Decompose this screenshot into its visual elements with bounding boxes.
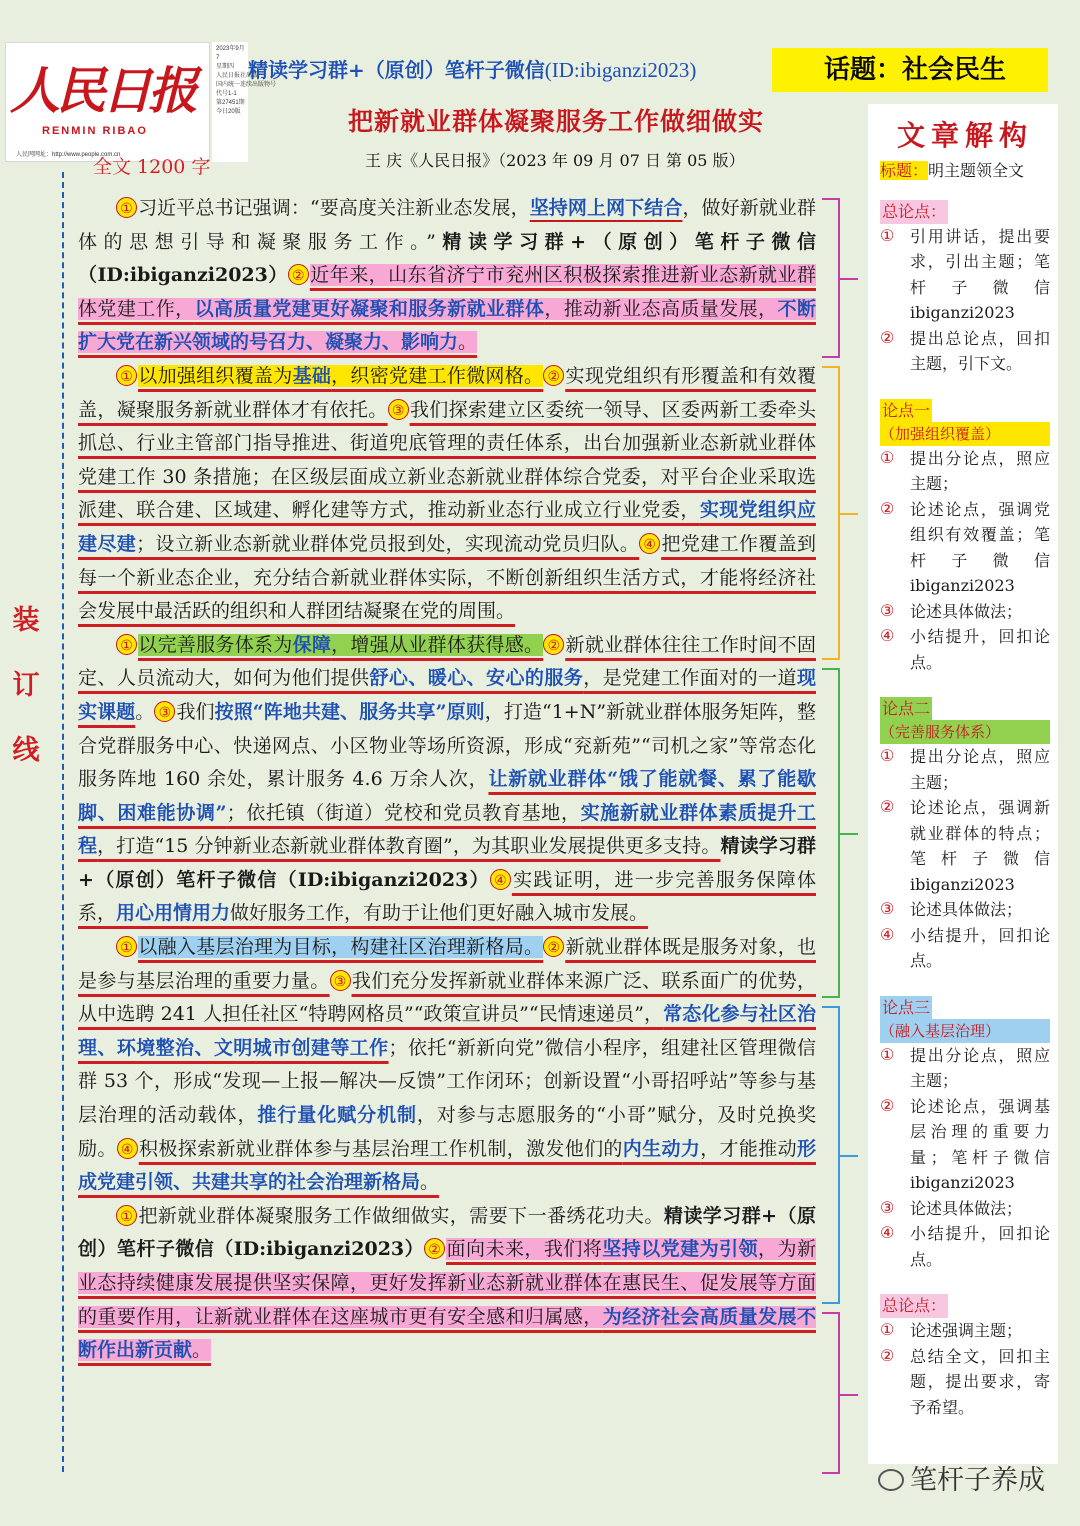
text: ；依托镇（街道）党校和党员教育基地，	[226, 801, 581, 824]
article-body	[78, 192, 816, 1368]
text: ，做好新就业群体的思想引导和凝聚服务工作。”	[78, 197, 816, 253]
series-name: 精读学习群+（原创）笔杆子微信	[248, 58, 545, 82]
section-head: 论点三	[880, 996, 932, 1020]
key-phrase: 现实课题	[78, 667, 816, 723]
item-text: 总结全文，回扣主题，提出要求，寄予希望。	[910, 1346, 1050, 1417]
section-item	[880, 624, 1050, 675]
section-item	[880, 446, 1050, 497]
bracket-point-3	[822, 1006, 840, 1304]
key-phrase: 舒心、暖心、安心的服务	[369, 667, 584, 690]
section-item	[880, 1094, 1050, 1196]
paragraph-point-3	[78, 931, 816, 1200]
structure-sidebar	[868, 104, 1058, 1464]
marker-1: ①	[116, 365, 137, 386]
marker-1: ①	[116, 1205, 137, 1226]
key-phrase: 保障	[292, 633, 332, 656]
item-number: ④	[880, 926, 895, 944]
highlight-text: 以融入基层治理为目标，构建社区治理新格局。	[138, 936, 544, 959]
marker-2: ②	[288, 264, 309, 285]
key-phrase: 坚持网上网下结合	[529, 197, 683, 219]
marker-1: ①	[116, 634, 137, 655]
masthead-info	[212, 42, 277, 162]
binding-char: 装	[12, 605, 40, 636]
key-phrase: 坚持以党建为引领	[602, 1238, 759, 1261]
marker-3: ③	[330, 970, 351, 991]
section-item	[880, 795, 1050, 897]
marker-1: ①	[116, 936, 137, 957]
logo-roman: RENMIN RIBAO	[42, 125, 148, 137]
marker-4: ④	[639, 533, 660, 554]
promo-text: 精读学习群+（原创）笔杆子微信（ID:ibiganzi2023）	[78, 835, 816, 891]
item-number: ①	[880, 449, 895, 467]
text: ，打造“1+N”新就业群体服务矩阵，整合党群服务中心、快递网点、小区物业等场所资源，形成“兖新苑”“司机之家”等常态化服务阵地 160 余处，累计服务 4.6 万余人次，	[78, 700, 816, 791]
wechat-footer	[878, 1458, 1045, 1497]
marker-2: ②	[543, 365, 564, 386]
item-text: 论述具体做法；	[910, 601, 1023, 621]
text: 积极探索新就业群体参与基层治理工作机制，激发他们的	[138, 1137, 623, 1160]
key-phrase: 以高质量党建更好凝聚和服务新就业群体	[194, 297, 545, 320]
text: 我们充分发挥新就业群体来源广泛、联系面广的优势，从中选聘 241 人担任社区“特聘网格员”“政策宣讲员”“民情速递员”，	[78, 969, 816, 1026]
text: 我们探索建立区委统一领导、区委两新工委牵头抓总、行业主管部门指导推进、街道兜底管理的责任体系，出台加强新业态新就业群体党建工作 30 条措施；在区级层面成立新业态新就业群体综合党委，对平台企业采取选派建、联合建、区域建、孵化建等方式，推动新业态行业成立行业党委，	[78, 398, 816, 522]
section-head: 论点一	[880, 399, 932, 423]
paragraph-conclusion	[78, 1200, 816, 1368]
item-text: 小结提升，回扣论点。	[910, 1224, 1050, 1269]
section-head: 总论点：	[880, 200, 948, 224]
key-phrase: 为经济社会高质量发展不断作出新贡献	[78, 1305, 816, 1362]
item-number: ②	[880, 329, 895, 347]
highlight-text: 近年来，山东省济宁市兖州区积极探索推进新业态新就业群体党建工作，	[78, 264, 816, 320]
text: 新就业群体既是服务对象，也是参与基层治理的重要力量。	[78, 936, 816, 992]
sidebar-section-thesis	[880, 200, 1050, 377]
binding-label	[8, 588, 44, 783]
key-phrase: 内生动力	[622, 1137, 701, 1160]
section-item	[880, 326, 1050, 377]
newspaper-logo	[5, 42, 210, 162]
sidebar-section-point-1	[880, 399, 1050, 676]
item-number: ②	[880, 1097, 895, 1115]
highlight-text: ，增强从业群体获得感。	[331, 633, 544, 656]
key-phrase: 形成党建引领、共建共享的社会治理新格局	[78, 1137, 816, 1194]
highlight-text: 以加强组织覆盖为	[138, 364, 293, 387]
topic-badge: 话题：社会民生	[772, 48, 1048, 92]
item-number: ④	[880, 1225, 895, 1242]
section-item	[880, 1221, 1050, 1272]
item-text: 提出分论点，照应主题；	[910, 448, 1050, 493]
text: ；依托“新新向党”微信小程序，组建社区管理微信群 53 个，形成“发现—上报—解决—反馈”工作闭环；创新设置“小哥招呼站”等参与基层治理的活动载体，	[78, 1036, 816, 1127]
series-id: (ID:ibiganzi2023)	[544, 58, 697, 82]
section-sub: （完善服务体系）	[880, 720, 1050, 744]
item-text: 小结提升，回扣论点。	[910, 627, 1050, 672]
highlight-text: 。	[458, 331, 478, 354]
item-text: 论述强调主题；	[910, 1321, 1023, 1340]
item-text: 论述具体做法；	[910, 1198, 1023, 1218]
item-text: 论述具体做法；	[910, 900, 1023, 919]
highlight-text: ，推动新业态高质量发展，	[544, 297, 778, 320]
promo-text: 精读学习群+（原创）笔杆子微信（ID:ibiganzi2023）	[78, 1204, 816, 1261]
text: 把党建工作覆盖到每一个新业态企业，充分结合新就业群体实际，不断创新组织生活方式，才能将经济社会发展中最活跃的组织和人群团结凝聚在党的周围。	[78, 532, 816, 623]
key-phrase: 推行量化赋分机制	[257, 1104, 417, 1127]
logo-site: 人民网网址：http://www.people.com.cn	[16, 152, 121, 158]
article-headline: 把新就业群体凝聚服务工作做细做实	[348, 107, 765, 136]
item-number: ④	[880, 628, 895, 645]
text: 。	[135, 700, 155, 723]
section-item	[880, 1318, 1050, 1344]
section-item	[880, 599, 1050, 625]
section-head: 论点二	[880, 697, 932, 721]
text: 做好服务工作，有助于让他们更好融入城市发展。	[230, 902, 649, 925]
item-text: 提出总论点，回扣主题，引下文。	[910, 328, 1050, 373]
key-phrase: 实现党组织应建尽建	[78, 499, 816, 555]
key-phrase: 常态化参与社区治理、环境整治、文明城市创建等工作	[78, 1003, 816, 1059]
highlight-text: 面向未来，我们将	[446, 1238, 603, 1261]
sidebar-title-note	[880, 158, 1050, 184]
marker-4: ④	[117, 1138, 138, 1159]
byline: 王 庆《人民日报》（2023 年 09 月 07 日 第 05 版）	[365, 151, 745, 170]
item-number: ②	[880, 500, 895, 518]
title-label: 标题：	[880, 161, 929, 180]
item-text: 论述论点，强调新就业群体的特点；笔杆子微信ibiganzi2023	[910, 798, 1050, 894]
binding-dashed-line	[62, 172, 64, 1472]
text: 。	[420, 1171, 440, 1194]
section-item	[880, 897, 1050, 923]
marker-2: ②	[543, 936, 564, 957]
item-number: ③	[880, 602, 895, 620]
sidebar-section-point-3	[880, 996, 1050, 1273]
section-sub: （加强组织覆盖）	[880, 422, 1050, 446]
section-item	[880, 744, 1050, 795]
footer-text: 笔杆子养成	[910, 1465, 1045, 1496]
item-text: 小结提升，回扣论点。	[910, 925, 1050, 970]
highlight-text: ，为新业态持续健康发展提供坚实保障，更好发挥新业态新就业群体在惠民生、促发展等方面的重要作用，让新就业群体在这座城市更有安全感和归属感，	[78, 1238, 816, 1328]
title-note: 明主题领全文	[928, 161, 1025, 180]
item-number: ③	[880, 901, 895, 918]
marker-2: ②	[543, 634, 564, 655]
logo-text: 人民日报	[10, 61, 194, 120]
item-number: ①	[880, 227, 895, 245]
text: 我们	[176, 700, 215, 723]
item-number: ②	[880, 799, 895, 816]
series-title	[248, 54, 696, 83]
wechat-icon	[878, 1469, 904, 1491]
section-item	[880, 497, 1050, 599]
key-phrase: 基础	[292, 364, 332, 387]
item-number: ①	[880, 748, 895, 765]
word-count: 全文 1200 字	[93, 156, 211, 178]
masthead-text: 2023年9月 7 星期四 人民日报社出版 国内统一连续出版物号 代号1-1 第27451期 今日20版	[216, 46, 277, 115]
key-phrase: 实施新就业群体素质提升工程	[78, 801, 816, 858]
section-sub: （融入基层治理）	[880, 1019, 1050, 1043]
paragraph-point-2	[78, 629, 816, 931]
paragraph-point-1	[78, 360, 816, 629]
marker-4: ④	[490, 869, 511, 890]
key-phrase: 用心用情用力	[116, 902, 231, 925]
item-text: 论述论点，强调基层治理的重要力量；笔杆子微信 ibiganzi2023	[910, 1096, 1050, 1192]
text: 新就业群体往往工作时间不固定、人员流动大，如何为他们提供	[78, 633, 816, 690]
item-text: 提出分论点，照应主题；	[910, 1045, 1050, 1090]
item-number: ③	[880, 1199, 895, 1217]
text: 实现党组织有形覆盖和有效覆盖，凝聚服务新就业群体才有依托。	[78, 364, 816, 421]
binding-char: 线	[12, 735, 40, 766]
key-phrase: 让新就业群体“饿了能就餐、累了能歇脚、困难能协调”	[78, 768, 816, 824]
text: 实践证明，进一步完善服务保障体系，	[78, 868, 816, 925]
bracket-conclusion	[822, 1312, 840, 1474]
item-number: ②	[880, 1347, 895, 1365]
marker-1: ①	[116, 197, 137, 218]
section-head: 总论点：	[880, 1294, 948, 1318]
item-text: 论述论点，强调党组织有效覆盖；笔杆子微信ibiganzi2023	[910, 499, 1050, 595]
binding-char: 订	[12, 670, 40, 701]
section-item	[880, 1344, 1050, 1421]
text: ，是党建工作面对的一道	[583, 667, 797, 690]
item-text: 引用讲话，提出要求，引出主题；笔杆子微信ibiganzi2023	[910, 226, 1050, 322]
promo-text: 精读学习群+（原创）笔杆子微信（ID:ibiganzi2023）	[78, 230, 816, 287]
bracket-point-1	[822, 366, 840, 660]
section-item	[880, 224, 1050, 326]
key-phrase: 按照“阵地共建、服务共享”原则	[214, 700, 485, 723]
section-item	[880, 923, 1050, 974]
text: 把新就业群体凝聚服务工作做细做实，需要下一番绣花功夫。	[138, 1204, 664, 1227]
item-number: ①	[880, 1046, 895, 1064]
highlight-text: 。	[192, 1339, 212, 1362]
section-item	[880, 1043, 1050, 1094]
highlight-text: ，织密党建工作微网格。	[331, 364, 544, 387]
item-text: 提出分论点，照应主题；	[910, 747, 1050, 792]
text: ，打造“15 分钟新业态新就业群体教育圈”，为其职业发展提供更多支持。	[97, 835, 721, 858]
sidebar-title: 文章解构	[896, 119, 1033, 152]
sidebar-section-conclusion	[880, 1294, 1050, 1420]
marker-3: ③	[154, 701, 175, 722]
section-item	[880, 1196, 1050, 1222]
bracket-point-2	[822, 668, 840, 998]
highlight-text: 以完善服务体系为	[138, 633, 293, 656]
key-phrase: 不断扩大党在新兴领域的号召力、凝聚力、影响力	[78, 297, 816, 354]
text: ，对参与志愿服务的“小哥”赋分，及时兑换奖励。	[78, 1104, 816, 1160]
paragraph-intro	[78, 192, 816, 360]
sidebar-section-point-2	[880, 697, 1050, 974]
text: ，才能推动	[700, 1137, 797, 1160]
text: 习近平总书记强调：“要高度关注新业态发展，	[138, 197, 530, 219]
item-number: ①	[880, 1322, 895, 1339]
bracket-intro	[822, 198, 840, 358]
marker-2: ②	[424, 1238, 445, 1259]
marker-3: ③	[388, 399, 409, 420]
text: ；设立新业态新就业群体党员报到处，实现流动党员归队。	[136, 532, 640, 555]
